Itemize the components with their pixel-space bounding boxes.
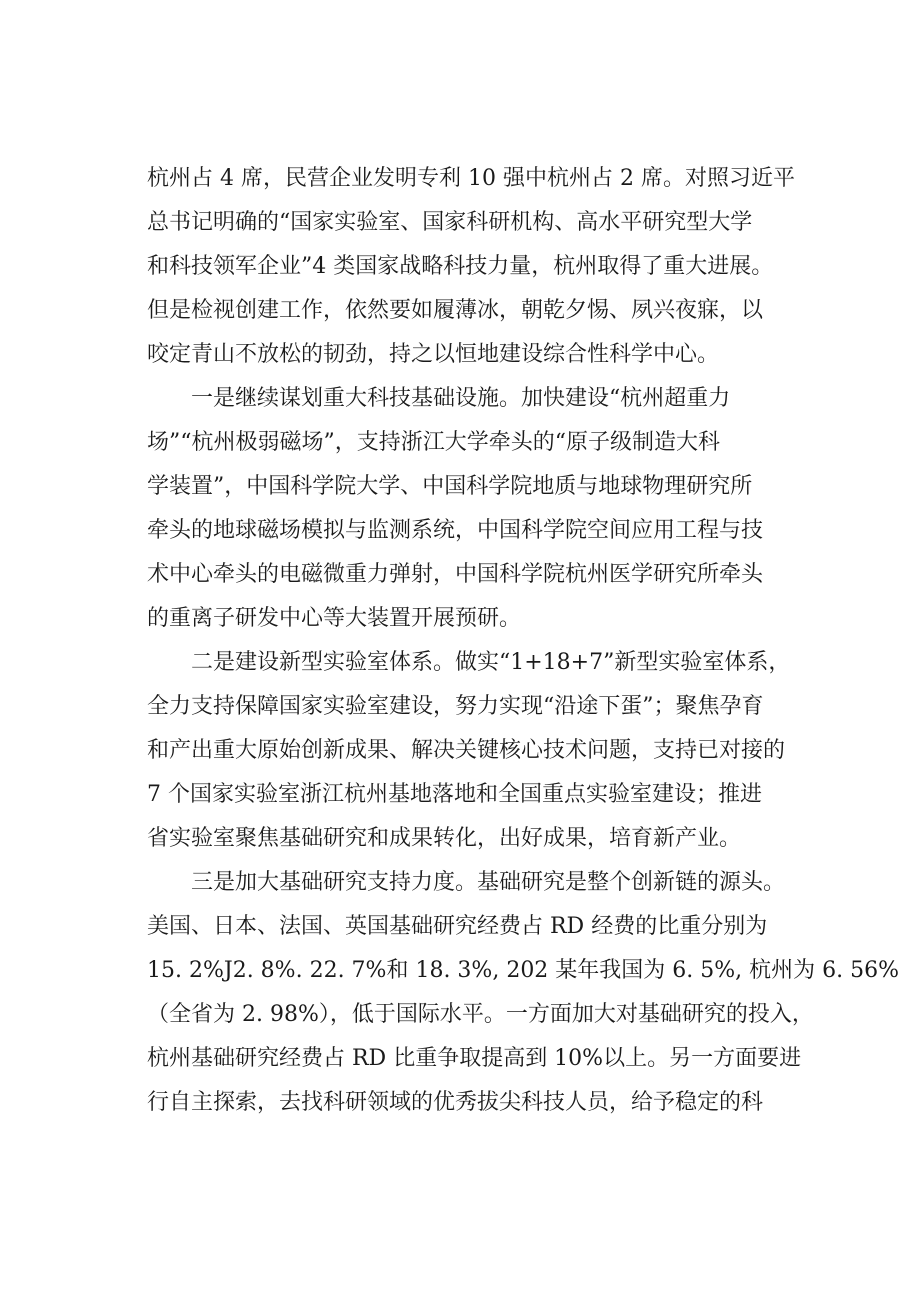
text-line: 三是加大基础研究支持力度。基础研究是整个创新链的源头。 bbox=[147, 870, 786, 895]
paragraph-infrastructure bbox=[147, 377, 807, 641]
text-line: 学装置”，中国科学院大学、中国科学院地质与地球物理研究所 bbox=[147, 474, 753, 499]
text-line: 一是继续谋划重大科技基础设施。加快建设“杭州超重力 bbox=[147, 386, 731, 411]
text-line: 美国、日本、法国、英国基础研究经费占 RD 经费的比重分别为 bbox=[147, 914, 768, 939]
paragraph-intro bbox=[147, 157, 807, 377]
text-line: 但是检视创建工作，依然要如履薄冰，朝乾夕惕、夙兴夜寐，以 bbox=[147, 298, 764, 323]
text-line: 场”“杭州极弱磁场”，支持浙江大学牵头的“原子级制造大科 bbox=[147, 430, 720, 455]
body-text bbox=[147, 157, 900, 1125]
text-line: 7 个国家实验室浙江杭州基地落地和全国重点实验室建设；推进 bbox=[147, 782, 762, 807]
text-line: 和产出重大原始创新成果、解决关键核心技术问题，支持已对接的 bbox=[147, 738, 786, 763]
paragraph-basic-research bbox=[147, 861, 900, 1125]
text-line: 咬定青山不放松的韧劲，持之以恒地建设综合性科学中心。 bbox=[147, 342, 720, 367]
text-line: 和科技领军企业”4 类国家战略科技力量，杭州取得了重大进展。 bbox=[147, 254, 774, 279]
text-line: 全力支持保障国家实验室建设，努力实现“沿途下蛋”；聚焦孕育 bbox=[147, 694, 764, 719]
text-line: 杭州基础研究经费占 RD 比重争取提高到 10%以上。另一方面要进 bbox=[147, 1046, 802, 1071]
text-line: 行自主探索，去找科研领域的优秀拔尖科技人员，给予稳定的科 bbox=[147, 1090, 764, 1115]
text-line: 二是建设新型实验室体系。做实“1+18+7”新型实验室体系， bbox=[147, 650, 791, 675]
text-line: 术中心牵头的电磁微重力弹射，中国科学院杭州医学研究所牵头 bbox=[147, 562, 764, 587]
text-line: 杭州占 4 席，民营企业发明专利 10 强中杭州占 2 席。对照习近平 bbox=[147, 166, 795, 191]
text-line: 牵头的地球磁场模拟与监测系统，中国科学院空间应用工程与技 bbox=[147, 518, 764, 543]
text-line: 省实验室聚焦基础研究和成果转化，出好成果，培育新产业。 bbox=[147, 826, 742, 851]
text-line: 总书记明确的“国家实验室、国家科研机构、高水平研究型大学 bbox=[147, 210, 753, 235]
text-line: 的重离子研发中心等大装置开展预研。 bbox=[147, 606, 522, 631]
paragraph-laboratories bbox=[147, 641, 807, 861]
text-line: 15. 2%J2. 8%. 22. 7%和 18. 3%, 202 某年我国为 6. 5%, 杭州为 6. 56% bbox=[147, 958, 900, 983]
text-line: （全省为 2. 98%），低于国际水平。一方面加大对基础研究的投入， bbox=[147, 1002, 814, 1027]
